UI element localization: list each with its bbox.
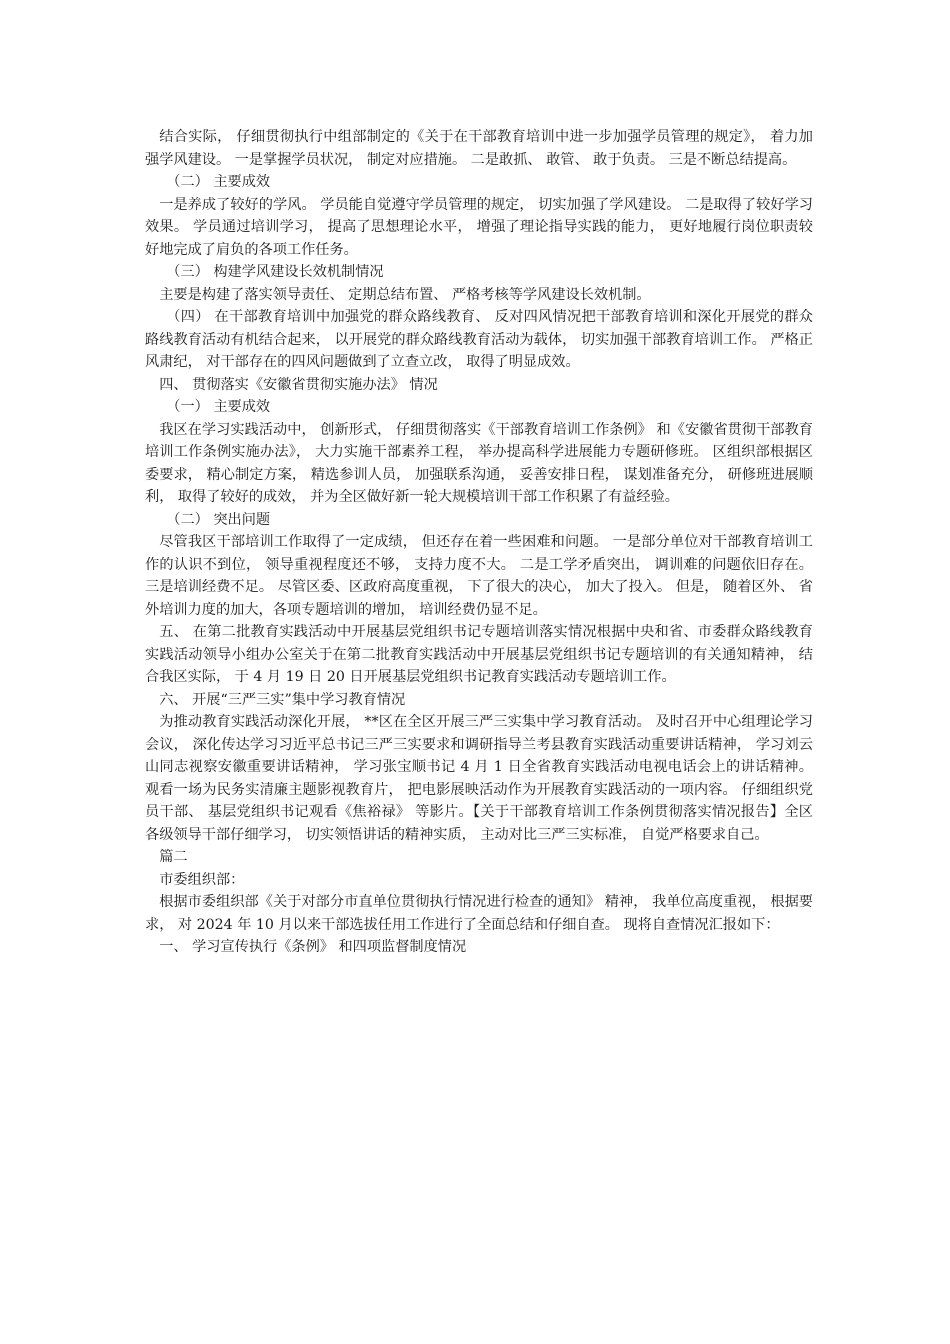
heading-section-six: 六、 开展“三严三实”集中学习教育情况 (159, 691, 406, 708)
heading-regulations-study: 一、 学习宣传执行《条例》 和四项监督制度情况 (159, 939, 467, 955)
heading-section-four-results: （一） 主要成效 (166, 399, 271, 415)
paragraph-section-four-results: 我区在学习实践活动中， 创新形式， 仔细贯彻落实《干部教育培训工作条例》 和《安徽省贯彻干部教育培训工作条例实施办法》， 大力实施干部素养工程， 举办提高科学进展能力专题研修班。 区组织部根据区委要求， 精心制定方案， 精选参训人员， 加强联系沟通， 妥善安排日程， 谋划准备充分， 研修班进展顺利， 取得了较好的成效， 并为全区做好新一轮大规模培训干部工作积累了有益经验。 (145, 421, 813, 505)
paragraph-section-five: 五、 在第二批教育实践活动中开展基层党组织书记专题培训落实情况根据中央和省、市委群众路线教育实践活动领导小组办公室关于在第二批教育实践活动中开展基层党组织书记专题培训的有关通知精神， 结合我区实际， 于 4 月 19 日 20 日开展基层党组织书记教育实践活动专题培训工作。 (145, 624, 813, 685)
heading-part-two: 篇二 (159, 849, 188, 865)
paragraph-section-six: 为推动教育实践活动深化开展， **区在全区开展三严三实集中学习教育活动。 及时召开中心组理论学习会议， 深化传达学习习近平总书记三严三实要求和调研指导兰考县教育实践活动重要讲话精神， 学习刘云山同志视察安徽重要讲话精神， 学习张宝顺书记 4 月 1 日全省教育实践活动电视电话会上的讲话精神。 观看一场为民务实清廉主题影视教育片， 把电影展映活动作为开展教育实践活动的一项内容。 仔细组织党员干部、 基层党组织书记观看《焦裕禄》 等影片。【关于干部教育培训工作条例贯彻落实情况报告】全区各级领导干部仔细学习， 切实领悟讲话的精神实质， 主动对比三严三实标准， 自觉严格要求自己。 (145, 714, 813, 843)
heading-prominent-problems: （二） 突出问题 (166, 511, 271, 528)
heading-main-results: （二） 主要成效 (166, 174, 271, 190)
paragraph-mass-line-education: （四） 在干部教育培训中加强党的群众路线教育、 反对四风情况把干部教育培训和深化开展党的群众路线教育活动有机结合起来， 以开展党的群众路线教育活动为载体， 切实加强干部教育培训工作。 严格正风肃纪， 对干部存在的四风问题做到了立查立改， 取得了明显成效。 (145, 309, 813, 370)
paragraph-long-term-mechanism: 主要是构建了落实领导责任、 定期总结布置、 严格考核等学风建设长效机制。 (159, 286, 651, 303)
paragraph-learning-style-measures: 结合实际， 仔细贯彻执行中组部制定的《关于在干部教育培训中进一步加强学员管理的规定》， 着力加强学风建设。 一是掌握学员状况， 制定对应措施。 二是敢抓、 敢管、 敢于负责。 三是不断总结提高。 (145, 129, 813, 168)
paragraph-prominent-problems: 尽管我区干部培训工作取得了一定成绩， 但还存在着一些困难和问题。 一是部分单位对干部教育培训工作的认识不到位， 领导重视程度还不够， 支持力度不大。 二是工学矛盾突出， 调训难的问题依旧存在。 三是培训经费不足。 尽管区委、区政府高度重视， 下了很大的决心， 加大了投入。 但是， 随着区外、 省外培训力度的加大，各项专题培训的增加， 培训经费仍显不足。 (145, 534, 813, 618)
heading-long-term-mechanism: （三） 构建学风建设长效机制情况 (166, 264, 384, 280)
paragraph-self-inspection-intro: 根据市委组织部《关于对部分市直单位贯彻执行情况进行检查的通知》 精神， 我单位高度重视， 根据要求， 对 2024 年 10 月以来干部选拔任用工作进行了全面总结和仔细自查。 现将自查情况汇报如下： (145, 894, 813, 933)
salutation: 市委组织部： (159, 871, 245, 888)
document-body (145, 126, 813, 959)
paragraph-main-results: 一是养成了较好的学风。 学员能自觉遵守学员管理的规定， 切实加强了学风建设。 二是取得了较好学习效果。 学员通过培训学习， 提高了思想理论水平， 增强了理论指导实践的能力， 更好地履行岗位职责较好地完成了肩负的各项工作任务。 (145, 196, 813, 258)
heading-section-four: 四、 贯彻落实《安徽省贯彻实施办法》 情况 (159, 376, 438, 393)
